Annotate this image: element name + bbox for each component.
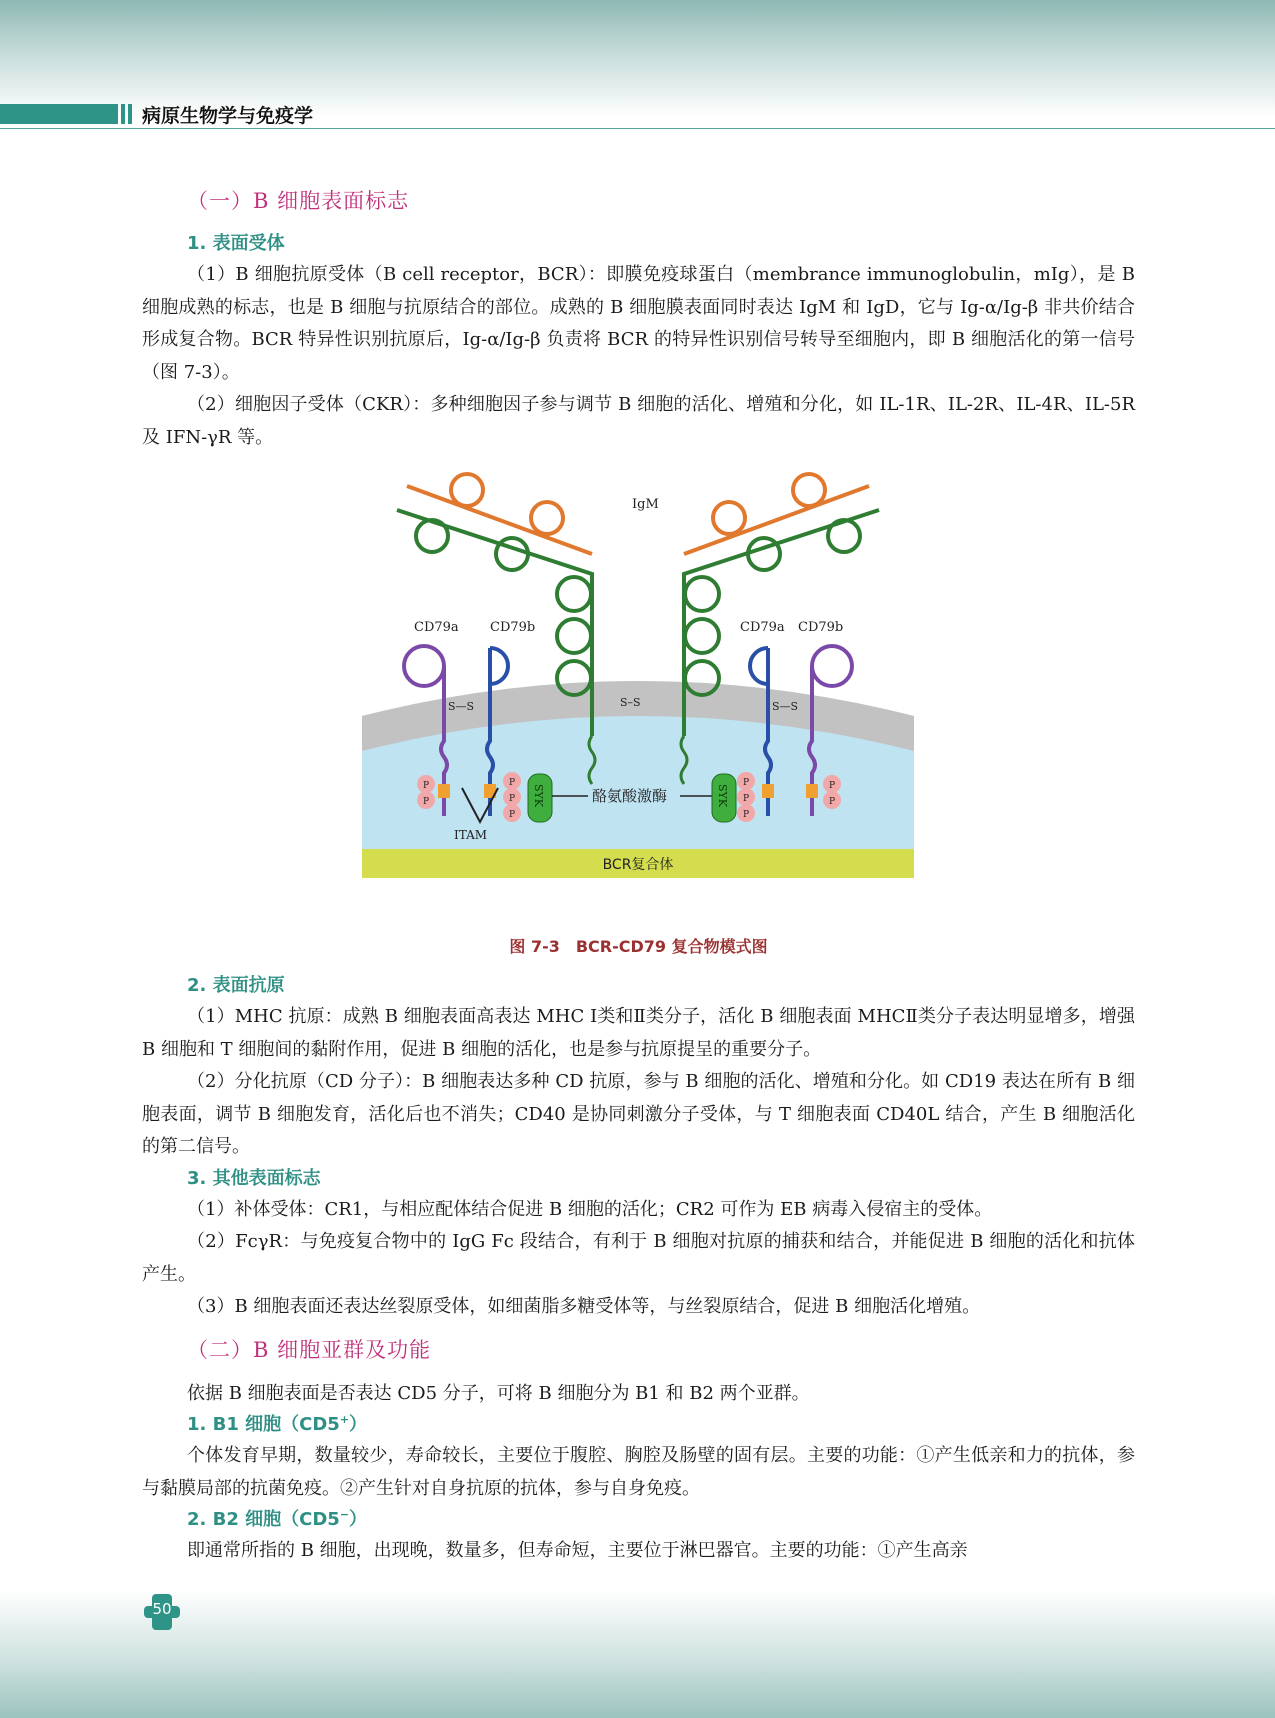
cd79b-left-label: CD79b: [490, 620, 536, 635]
syk-left-label: SYK: [532, 784, 545, 808]
p-badge: P: [743, 778, 750, 788]
p-badge: P: [509, 810, 516, 820]
figure-caption: 图 7-3 BCR-CD79 复合物模式图: [509, 937, 768, 956]
p-badge: P: [509, 794, 516, 804]
header-stripe: [121, 104, 125, 124]
b2-title-text: 2. B2 细胞（CD5: [187, 1509, 340, 1530]
paragraph-ckr: （2）细胞因子受体（CKR）：多种细胞因子参与调节 B 细胞的活化、增殖和分化，如 IL-1R、IL-2R、IL-4R、IL-5R 及 IFN-γR 等。: [142, 394, 1135, 448]
header-stripe: [128, 104, 132, 124]
subsection-title-surface-receptors: 1. 表面受体: [187, 233, 285, 254]
cd79a-left-label: CD79a: [414, 620, 459, 635]
header-divider: [0, 128, 1275, 129]
subsection-title-other-markers: 3. 其他表面标志: [187, 1167, 321, 1189]
complex-label: BCR复合体: [602, 857, 674, 873]
igm-label: IgM: [632, 497, 659, 512]
paragraph-fcr: （2）FcγR：与免疫复合物中的 IgG Fc 段结合，有利于 B 细胞对抗原的捕获和结合，并能促进 B 细胞的活化和抗体产生。: [142, 1231, 1135, 1285]
book-title: 病原生物学与免疫学: [142, 105, 314, 127]
paragraph-mhc: （1）MHC 抗原：成熟 B 细胞表面高表达 MHC Ⅰ类和Ⅱ类分子，活化 B 细胞表面 MHCⅡ类分子表达明显增多，增强 B 细胞和 T 细胞间的黏附作用，促进 B 细胞的活化，也是参与抗原提呈的重要分子。: [142, 1006, 1135, 1060]
subsection-title-b1: [187, 1410, 1135, 1436]
paragraph-b1: 个体发育早期，数量较少，寿命较长，主要位于腹腔、胸腔及肠壁的固有层。主要的功能：①产生低亲和力的抗体，参与黏膜局部的抗菌免疫。②产生针对自身抗原的抗体，参与自身免疫。: [142, 1445, 1135, 1499]
syk-right-label: SYK: [716, 784, 729, 808]
figure-bcr-cd79: [142, 466, 1135, 926]
p-badge: P: [423, 781, 430, 791]
section-title-b-cell-markers: （一）B 细胞表面标志: [187, 189, 410, 213]
p-badge: P: [743, 810, 750, 820]
ss-left-label: S—S: [448, 700, 475, 713]
itam-label: ITAM: [454, 828, 488, 842]
paragraph-bcr: （1）B 细胞抗原受体（B cell receptor，BCR）：即膜免疫球蛋白（membrance immunoglobulin，mIg），是 B 细胞成熟的标志，也是 B 细胞与抗原结合的部位。成熟的 B 细胞膜表面同时表达 IgM 和 IgD，它与 Ig-α/Ig-β 非共价结合形成复合物。BCR 特异性识别抗原后，Ig-α/Ig-β 负责将 BCR 的特异性识别信号转导至细胞内，即 B 细胞活化的第一信号（图 7-3）。: [142, 264, 1135, 383]
p-badge: P: [509, 778, 516, 788]
header-bar: [0, 104, 118, 124]
p-badge: P: [423, 797, 430, 807]
paragraph-mitogen: （3）B 细胞表面还表达丝裂原受体，如细菌脂多糖受体等，与丝裂原结合，促进 B 细胞活化增殖。: [187, 1296, 981, 1317]
b1-title-text: 1. B1 细胞（CD5: [187, 1414, 340, 1435]
subsection-title-b2: [187, 1505, 1135, 1531]
b2-title-close: ）: [349, 1509, 368, 1530]
ss-center-label: S–S: [620, 696, 641, 709]
kinase-label: 酪氨酸激酶: [592, 787, 668, 805]
page-content: [142, 185, 1135, 1568]
b1-title-close: ）: [349, 1414, 368, 1435]
paragraph-cr: （1）补体受体：CR1，与相应配体结合促进 B 细胞的活化；CR2 可作为 EB 病毒入侵宿主的受体。: [187, 1198, 993, 1220]
bottom-band: [0, 1590, 1275, 1718]
page-number: 50: [152, 1600, 172, 1618]
paragraph-b2: 即通常所指的 B 细胞，出现晚，数量多，但寿命短，主要位于淋巴器官。主要的功能：①产生高亲: [187, 1540, 968, 1561]
paragraph-subsets-intro: 依据 B 细胞表面是否表达 CD5 分子，可将 B 细胞分为 B1 和 B2 两个亚群。: [187, 1382, 810, 1404]
paragraph-cd: （2）分化抗原（CD 分子）：B 细胞表达多种 CD 抗原，参与 B 细胞的活化、增殖和分化。如 CD19 表达在所有 B 细胞表面，调节 B 细胞发育，活化后也不消失；CD40 是协同刺激分子受体，与 T 细胞表面 CD40L 结合，产生 B 细胞活化的第二信号。: [142, 1071, 1135, 1157]
section-title-subsets: （二）B 细胞亚群及功能: [187, 1337, 432, 1362]
subsection-title-surface-antigens: 2. 表面抗原: [187, 975, 285, 996]
b2-title-sup: −: [339, 1508, 350, 1521]
ss-right-label: S—S: [772, 700, 799, 713]
p-badge: P: [743, 794, 750, 804]
bcr-cd79-diagram: [362, 466, 914, 878]
b1-title-sup: +: [339, 1413, 350, 1426]
p-badge: P: [829, 797, 836, 807]
p-badge: P: [829, 781, 836, 791]
cd79b-right-label: CD79b: [798, 620, 844, 635]
cd79a-right-label: CD79a: [740, 620, 785, 635]
